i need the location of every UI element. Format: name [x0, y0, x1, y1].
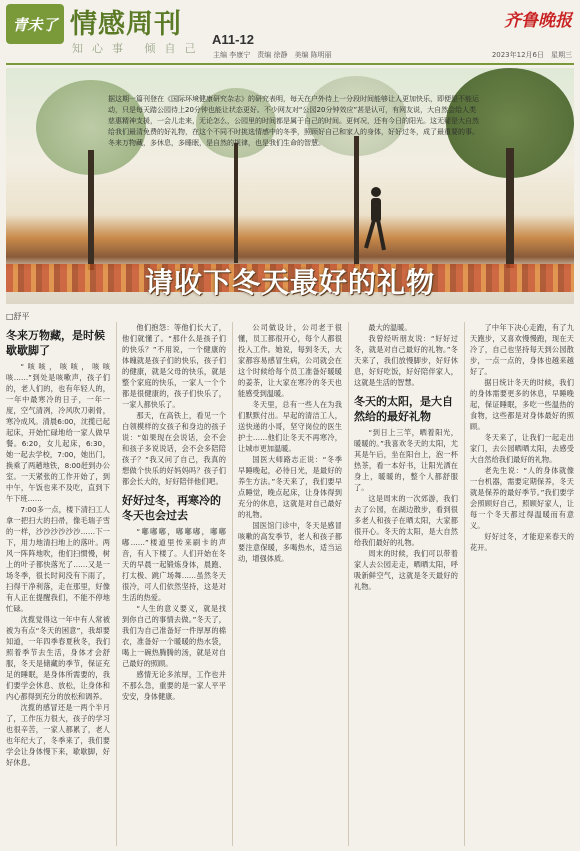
body-paragraph: 周末的时候，我们可以带着家人去公园走走，晒晒太阳，呼吸新鲜空气，这就是冬天最好的礼物。 [354, 549, 458, 591]
headline-band [6, 254, 574, 308]
newspaper-logo: 齐鲁晚报 [504, 11, 572, 31]
masthead [0, 0, 580, 66]
body-paragraph: 沈揽的感冒还是一两个半月了，工作压力很大，孩子的学习也很辛苦，一家人都累了，老人也年纪大了，冬季来了，我们要学会让身体慢下来，歇歇脚，好好休息。 [6, 703, 110, 767]
body-paragraph: 公司做设计，公司老于很懂，员工都很开心，每个人都很投入工作。她说，每到冬天，大家都容易感冒生病，公司就会在这个时候给每个员工准备好暖暖的姜茶，让大家在寒冷的冬天也能感受到温暖。 [238, 323, 342, 398]
issue-date: 2023年12月6日 星期三 [491, 51, 572, 59]
article-column [232, 322, 342, 846]
section-heading: 冬天的太阳，是大自然给的最好礼物 [354, 395, 453, 423]
body-paragraph: “嘟嘟嘟，嘟嘟嘟，嘟嘟嘟……”楼道里传来刷卡的声音，有人下楼了。人们开始在冬天的早晨一起锻炼身体，晨跑、打太极、跳广场舞……虽然冬天很冷，可人们依然坚持，这是对生活的热爱。 [122, 527, 226, 602]
article-column [348, 322, 458, 846]
body-paragraph: 沈揽觉得这一年中有人常被被为有点“冬天的困意”，我却要知道，一年四季春夏秋冬，我们照着季节去生活，身体才会舒服，冬天是储藏的季节，保证充足的睡眠，是身体所需要的，我们要学会休息、放松，让身体和内心都得到充分的放松和调养。 [6, 615, 110, 701]
body-paragraph: 他们抱怨：等他们长大了，他们就懂了。“那什么是孩子们的快乐？”不用说，一个健康的体魄就是孩子们的快乐，孩子们的健康，就是父母的快乐，就是整个家庭的快乐，一家人一个个都是很健康的，孩子们快乐了，一家人都快乐了。 [122, 323, 226, 409]
body-paragraph: 这是周末的一次郊游，我们去了公园，在湖边散步，看到很多老人和孩子在晒太阳，大家都很开心。冬天的太阳，是大自然给我们最好的礼物。 [354, 494, 458, 547]
body-paragraph: 据日统计冬天的时候，我们的身体需要更多的休息，早睡晚起，保证睡眠，多吃一些温热的食物，这些都是对身体最好的照顾。 [470, 378, 574, 431]
column-subtitle: 知心事 倾自己 [72, 42, 205, 55]
body-paragraph: 好好过冬，才能迎来春天的花开。 [470, 532, 574, 552]
column-title: 情感周刊 [70, 9, 182, 40]
body-paragraph: 国医大师路志正说：“冬季早睡晚起，必待日光，是最好的养生方法。”冬天来了，我们要早点睡觉，晚点起床，让身体得到充分的休息，这就是对自己最好的礼物。 [238, 455, 342, 519]
intro-quote: 据这期一篇刊登在《国际环境健康研究杂志》的研究表明，每天在户外待上一分段时间能够让人更加快乐，即便是不能运动，只是每天踏公园待上20分钟也能让状态更好。不少网友对“公园20分钟效应”甚是认可，有网友说，大自然会给人类慈惠精神支援，一会儿走来，无论怎么，公园里的时间都是属于自己的时间。更何况，还有今日的阳光。这无疑是大自然给我们最清免费的好礼物，在这个不同不时挑选情感中的冬季，照顾好自己和家人的身体，好好过冬，成了最重要的事。冬来万物藏，多休息，多睡眠，是自然的规律，也是我们生命的智慧。 [108, 95, 479, 147]
body-paragraph: 冬天里，总有一些人在为我们默默付出。早起的清洁工人，送快递的小哥，坚守岗位的医生护士……他们让冬天不再寒冷，让城市更加温暖。 [238, 400, 342, 453]
body-paragraph: 冬天来了，让我们一起走出家门，去公园晒晒太阳，去感受大自然给我们最好的礼物。 [470, 433, 574, 464]
editor-credits: 主编 李康宁 责编 徐静 美编 陈明丽 [213, 51, 332, 59]
article-column [116, 322, 226, 846]
body-paragraph: 感情无论多浓厚，工作也并不那么急，重要的是一家人平平安安，身体健康。 [122, 670, 226, 701]
body-paragraph: 那天，在高铁上，看见一个白领模样的女孩子和身边的孩子说：“如果现在会说话，会不会和孩子多说说话，会不会多陪陪孩子？”我又问了自己，我真的想做个快乐的好妈妈吗？孩子们都会长大的，好好陪伴他们吧。 [122, 411, 226, 486]
body-paragraph: 国医馆门诊中，冬天是感冒咳嗽的高发季节，老人和孩子都要注意保暖，多喝热水，适当运动，增强体质。 [238, 521, 342, 563]
column-badge: 青未了 [6, 4, 64, 44]
section-heading: 冬来万物藏，是时候歇歇脚了 [6, 329, 105, 357]
article-column [6, 322, 110, 846]
body-paragraph: “到日上三竿，晒着阳光，暖暖的。”我喜欢冬天的太阳，尤其是午后，坐在阳台上，泡一杯热茶，看一本好书，让阳光洒在身上，暖暖的，整个人都舒服了。 [354, 428, 458, 492]
body-paragraph: “咳咳，咳咳，咳咳咳……”到处是咳嗽声，孩子们的，老人们的，也有年轻人的，一年中最寒冷的日子，一年一度，空气清冽，冷风吹刀刺骨，寒冷成风。清晨6:00，沈揽已起起床，开始忙碌地给一家人做早餐。6:20，女儿起床，6:30，她一起去学校，7:00，她出门，换乘了两趟地铁，8:00赶到办公室。一天紧张的工作开始了，到中午，午饭也来不及吃，直到下午下班…… [6, 362, 110, 503]
body-paragraph: 我曾经听朋友说：“好好过冬，就是对自己最好的礼物。”冬天来了，我们放慢脚步，好好休息，好好吃饭，好好陪伴家人，这就是生活的智慧。 [354, 334, 458, 387]
body-paragraph: 老先生说：“人的身体就像一台机器，需要定期保养，冬天就是保养的最好季节。”我们要学会照顾好自己，照顾好家人，让每一个冬天都过得温暖而有意义。 [470, 466, 574, 530]
body-paragraph: 最大的温暖。 [368, 323, 412, 332]
byline: □舒平 [6, 312, 30, 321]
section-heading: 好好过冬，再寒冷的冬天也会过去 [122, 494, 221, 522]
article-column [464, 322, 574, 846]
body-paragraph: “人生的意义要义，就是找到你自己的事情去做。”冬天了，我们为自己准备好一件厚厚的棉衣，准备好一个暖暖的热水袋，喝上一碗热腾腾的汤，就是对自己最好的照顾。 [122, 604, 226, 668]
page-number: A11-12 [212, 32, 254, 47]
masthead-divider [6, 63, 574, 65]
body-paragraph: 了中年下决心走跑，有了九天跑步，又喜欢慢慢跑，现在天冷了，自己也坚持每天到公园散步，一点一点的，身体也越来越好了。 [470, 323, 574, 376]
article-columns [6, 322, 574, 846]
body-paragraph: 7:00多一点，楼下清扫工人拿一把扫大的扫帚，像毛瑞子雪的一样，沙沙沙沙沙沙……下一下，用力地清扫地上的落叶。两风一阵阵地吹，他们扫惯慢，树上的叶子都快落光了……又是一场冬季，很长时间没有下雨了，扫得干净利落，走在那里，好像有人正在提醒我们，不能不停地忙碌。 [6, 505, 110, 613]
runner-icon [362, 186, 388, 254]
page-headline: 请收下冬天最好的礼物 [144, 266, 435, 299]
